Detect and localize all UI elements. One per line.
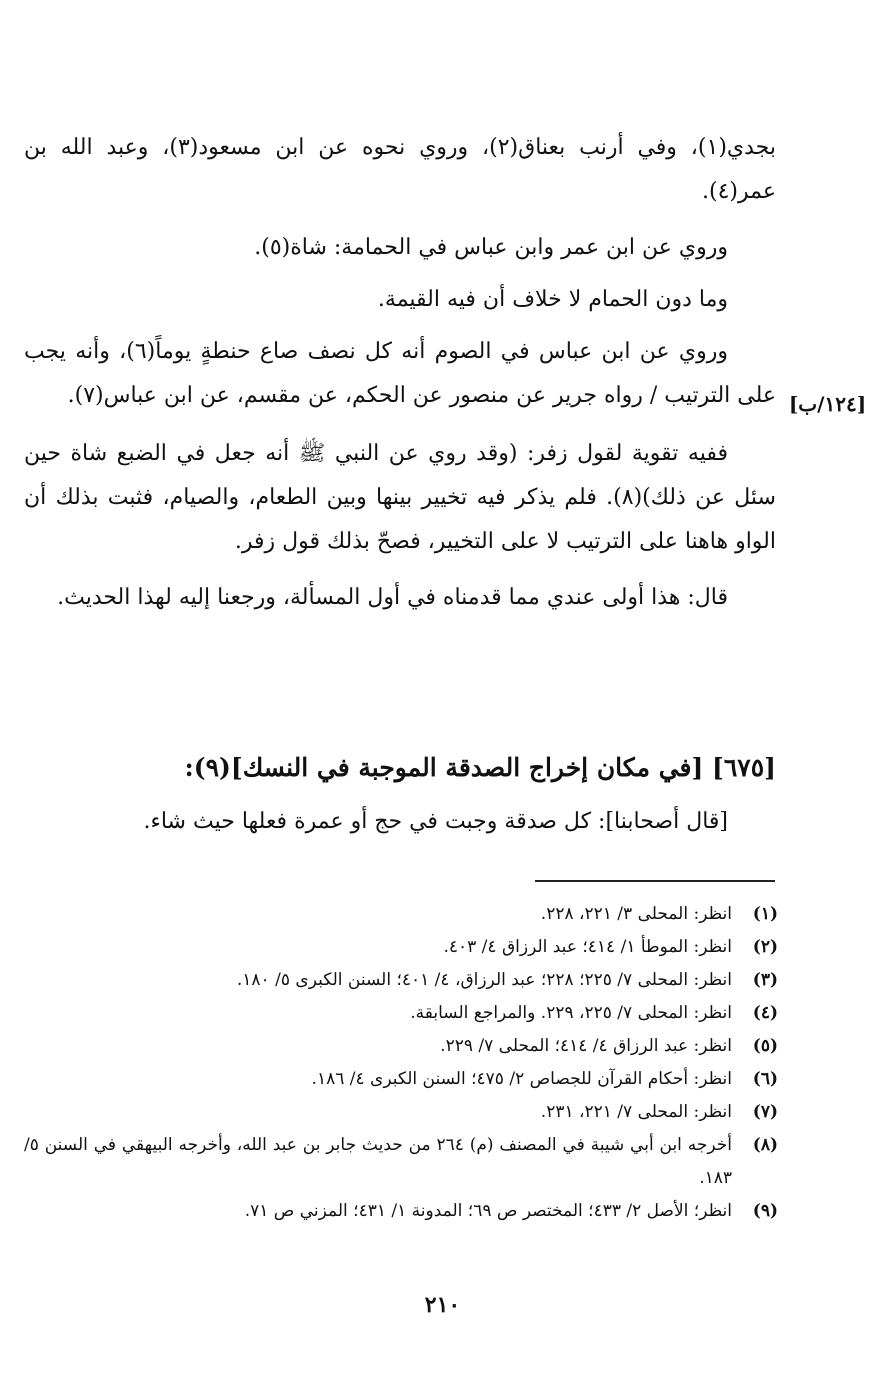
footnote-number: (٤) xyxy=(752,1003,778,1023)
footnote-text: انظر: أحكام القرآن للجصاص ٢/ ٤٧٥؛ السنن الكبرى ٤/ ١٨٦. xyxy=(311,1069,732,1089)
footnote xyxy=(24,964,778,997)
footnote-number: (١) xyxy=(752,904,778,924)
footnote-text: انظر: الموطأ ١/ ٤١٤؛ عبد الرزاق ٤/ ٤٠٣. xyxy=(443,937,732,957)
footnote-text: انظر: المحلى ٧/ ٢٢١، ٢٣١. xyxy=(540,1102,732,1122)
footnote xyxy=(24,1096,778,1129)
paragraph-5: ففيه تقوية لقول زفر: (وقد روي عن النبي ﷺ أنه جعل في الضبع شاة حين سئل عن ذلك)(٨). فلم يذكر فيه تخيير بينها وبين الطعام، والصيام، فثبت بذلك أن الواو هاهنا على الترتيب لا على التخيير، فصحّ بذلك قول زفر. xyxy=(24,441,776,554)
paragraph-7: [قال أصحابنا]: كل صدقة وجبت في حج أو عمرة فعلها حيث شاء. xyxy=(143,809,728,834)
footnote xyxy=(24,1063,778,1096)
footnote-text: انظر: المحلى ٧/ ٢٢٥، ٢٢٩. والمراجع السابقة. xyxy=(410,1003,732,1023)
footnote-text: انظر: عبد الرزاق ٤/ ٤١٤؛ المحلى ٧/ ٢٢٩. xyxy=(440,1036,732,1056)
footnote xyxy=(24,1195,778,1228)
footnote-text: انظر؛ الأصل ٢/ ٤٣٣؛ المختصر ص ٦٩؛ المدونة ١/ ٤٣١؛ المزني ص ٧١. xyxy=(244,1201,732,1221)
footnote-separator xyxy=(535,880,775,882)
footnote-text: أخرجه ابن أبي شيبة في المصنف (م) ٢٦٤ من حديث جابر بن عبد الله، وأخرجه البيهقي في السنن ٥/ ١٨٣. xyxy=(24,1135,732,1188)
footnote xyxy=(24,898,778,931)
paragraph-4: وروي عن ابن عباس في الصوم أنه كل نصف صاع حنطةٍ يوماً(٦)، وأنه يجب على الترتيب / رواه جرير عن منصور عن الحكم، عن مقسم، عن ابن عباس(٧). xyxy=(24,339,776,408)
main-text xyxy=(24,126,776,620)
footnote-number: (٦) xyxy=(752,1069,778,1089)
footnote-number: (٧) xyxy=(752,1102,778,1122)
footnote-number: (٩) xyxy=(752,1201,778,1221)
footnote xyxy=(24,1129,778,1195)
footnote-number: (٨) xyxy=(752,1135,778,1155)
footnote-text: انظر: المحلى ٧/ ٢٢٥؛ ٢٢٨؛ عبد الرزاق، ٤/ ٤٠١؛ السنن الكبرى ٥/ ١٨٠. xyxy=(236,970,732,990)
footnote-number: (٣) xyxy=(752,970,778,990)
paragraph-6: قال: هذا أولى عندي مما قدمناه في أول المسألة، ورجعنا إليه لهذا الحديث. xyxy=(57,585,728,610)
footnote xyxy=(24,997,778,1030)
footnote-text: انظر: المحلى ٣/ ٢٢١، ٢٢٨. xyxy=(540,904,732,924)
footnote-number: (٢) xyxy=(752,937,778,957)
paragraph-3: وما دون الحمام لا خلاف أن فيه القيمة. xyxy=(377,287,728,312)
page-number: ٢١٠ xyxy=(424,1292,461,1318)
manuscript-folio-marker: [١٢٤/ب] xyxy=(788,392,867,416)
paragraph-1: بجدي(١)، وفي أرنب بعناق(٢)، وروي نحوه عن ابن مسعود(٣)، وعبد الله بن عمر(٤). xyxy=(24,135,776,204)
section-body xyxy=(24,800,776,844)
paragraph-2: وروي عن ابن عمر وابن عباس في الحمامة: شاة(٥). xyxy=(254,235,728,260)
footnote xyxy=(24,1030,778,1063)
section-heading: [٦٧٥] [في مكان إخراج الصدقة الموجبة في النسك](٩): xyxy=(184,753,776,782)
footnote-number: (٥) xyxy=(752,1036,778,1056)
footnote xyxy=(24,931,778,964)
footnotes xyxy=(24,898,778,1228)
